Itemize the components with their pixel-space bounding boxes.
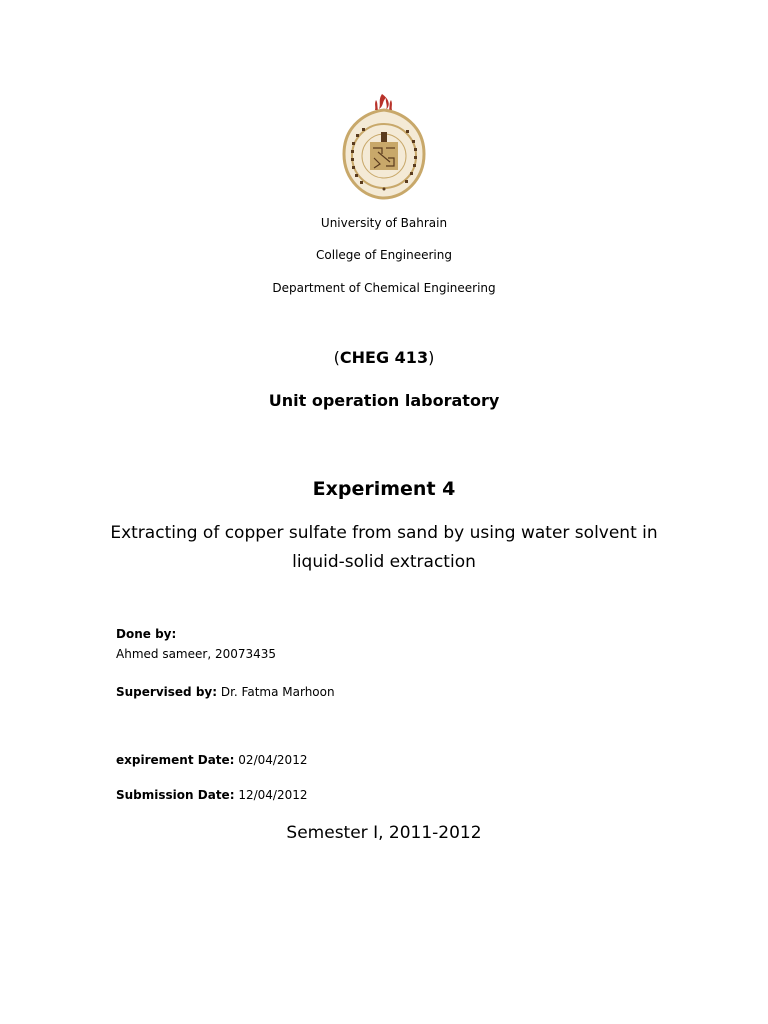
course-code-text: CHEG 413 [339,348,429,367]
supervised-by-value: Dr. Fatma Marhoon [217,685,335,699]
semester: Semester I, 2011-2012 [286,823,482,843]
submission-date-label: Submission Date: [116,788,235,802]
submission-date [116,788,307,802]
submission-date-value: 12/04/2012 [234,788,308,802]
course-name: Unit operation laboratory [268,391,500,410]
course-code-close-paren: ) [428,348,435,367]
university-name: University of Bahrain [320,216,448,230]
experiment-date-value: 02/04/2012 [234,753,308,767]
experiment-subtitle-line-1: Extracting of copper sulfate from sand by using water solvent in [110,523,658,543]
department-name: Department of Chemical Engineering [272,281,496,295]
experiment-date [116,753,307,767]
college-name: College of Engineering [316,248,452,262]
course-code-open-paren: ( [333,348,340,367]
university-seal-logo [338,92,430,202]
supervised-by-label: Supervised by: [116,685,218,699]
experiment-title: Experiment 4 [312,478,456,500]
experiment-subtitle [0,519,768,577]
done-by-value: Ahmed sameer, 20073435 [116,647,277,661]
supervised-by [116,685,335,699]
experiment-subtitle-line-2: liquid-solid extraction [292,552,476,572]
done-by-label: Done by: [116,627,177,641]
experiment-date-label: expirement Date: [116,753,235,767]
course-code [0,348,768,367]
